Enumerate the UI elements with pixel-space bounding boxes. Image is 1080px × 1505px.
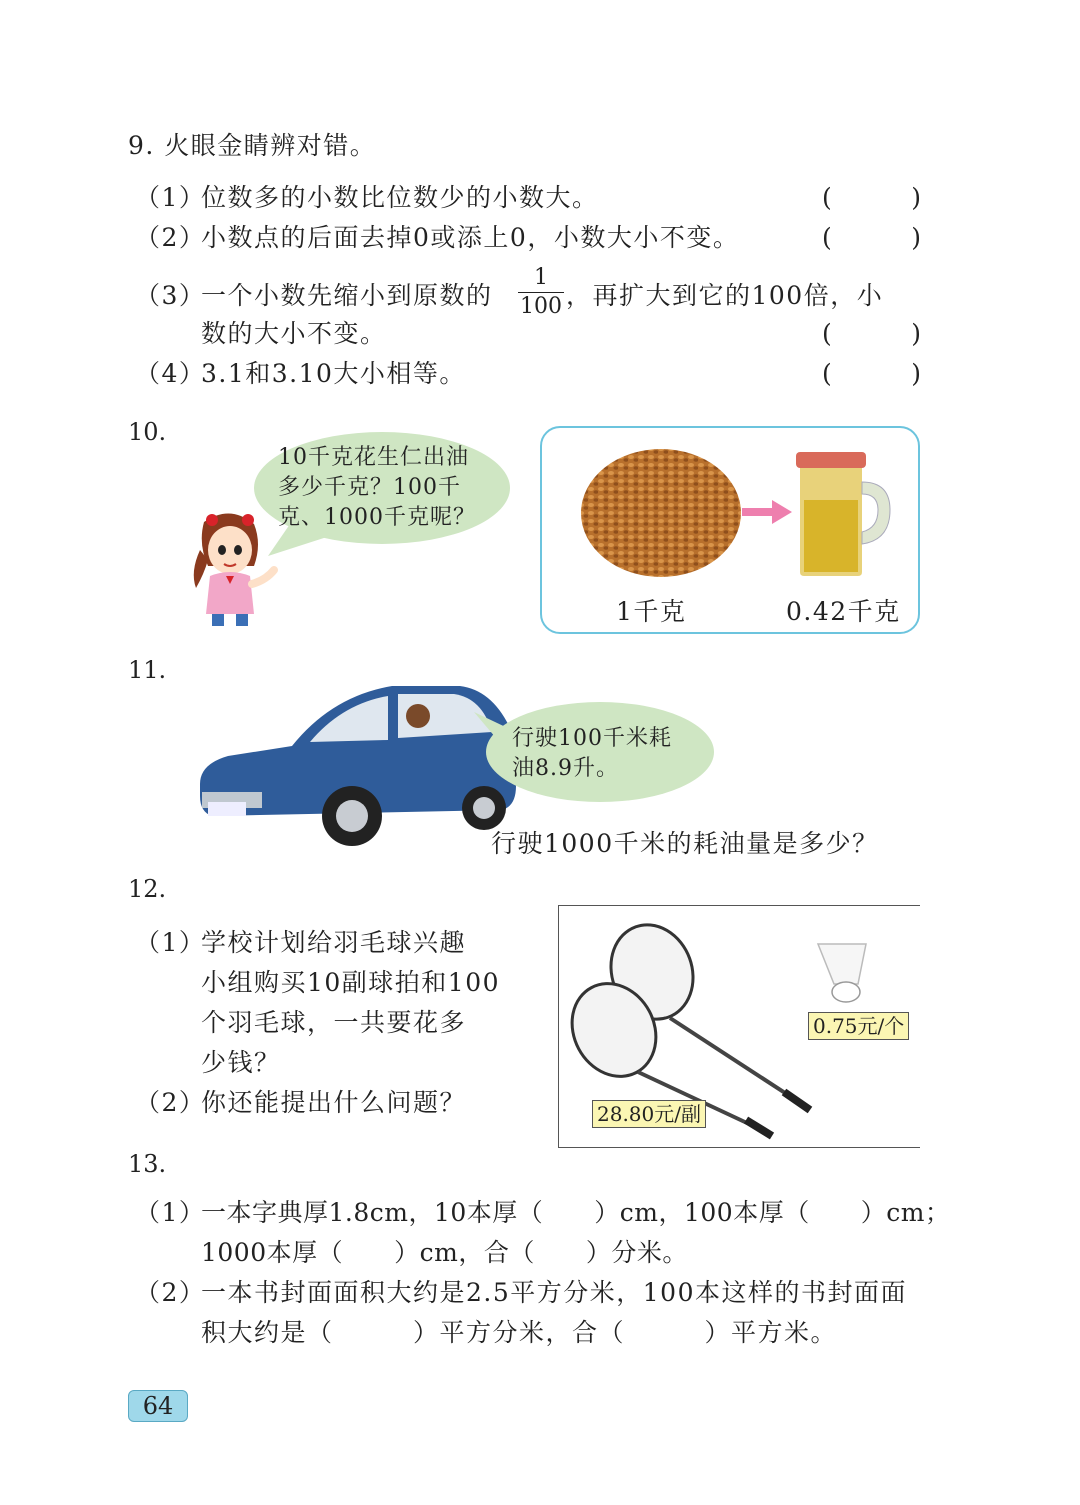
q12-item2-label: （2） (135, 1088, 206, 1117)
q9-item2-label: （2） (135, 223, 206, 252)
oil-jug-image (792, 448, 896, 580)
arrow-right-icon (742, 500, 792, 524)
q10-bubble-line1: 10千克花生仁出油 (278, 445, 469, 470)
q12-item1-label: （1） (135, 928, 206, 957)
q12-number: 12. (128, 875, 167, 903)
fraction-denominator: 100 (520, 294, 562, 319)
fraction-numerator: 1 (534, 265, 548, 290)
page-number: 64 (128, 1390, 188, 1422)
q12-item1-line2: 小组购买10副球拍和100 (201, 968, 501, 997)
shuttlecock-price-tag: 0.75元/个 (808, 1012, 909, 1040)
q13-item2-label: （2） (135, 1278, 206, 1307)
q13-item1-line2: 1000本厚（ ）cm，合（ ）分米。 (201, 1238, 688, 1267)
racket-price-tag: 28.80元/副 (592, 1100, 706, 1128)
q9-item1-label: （1） (135, 183, 206, 212)
q9-item3-fraction (518, 266, 564, 319)
q9-item2-answer[interactable]: ( ) (822, 223, 921, 252)
q10-number: 10. (128, 418, 167, 446)
q13-item2-line1: 一本书封面面积大约是2.5平方分米，100本这样的书封面面 (201, 1278, 907, 1307)
q9-title: 9. 火眼金睛辨对错。 (128, 131, 377, 160)
q11-bubble-line1: 行驶100千米耗 (512, 726, 672, 751)
q11-bubble-line2: 油8.9升。 (512, 756, 619, 781)
q9-item4-answer[interactable]: ( ) (822, 359, 921, 388)
q9-item2-text: 小数点的后面去掉0或添上0，小数大小不变。 (201, 223, 740, 252)
q9-item4-text: 3.1和3.10大小相等。 (201, 359, 466, 388)
q9-item3-text-a: 一个小数先缩小到原数的 (201, 281, 493, 310)
q12-item1-line1: 学校计划给羽毛球兴趣 (201, 928, 467, 957)
q13-item1-line1: 一本字典厚1.8cm，10本厚（ ）cm，100本厚（ ）cm； (201, 1198, 951, 1227)
q9-item1-text: 位数多的小数比位数少的小数大。 (201, 183, 599, 212)
q10-bubble-line3: 克、1000千克呢？ (278, 505, 476, 530)
q9-item4-label: （4） (135, 359, 206, 388)
q12-item1-line3: 个羽毛球，一共要花多 (201, 1008, 467, 1037)
shuttlecock-image (812, 936, 882, 1006)
fraction-bar (518, 292, 564, 293)
label-oil-amount: 0.42千克 (786, 597, 901, 626)
q9-item3-label: （3） (135, 281, 206, 310)
q11-number: 11. (128, 656, 167, 684)
q12-item2-line1: 你还能提出什么问题？ (201, 1088, 467, 1117)
q9-item3-text-b: ，再扩大到它的100倍，小 (566, 281, 884, 310)
q13-item1-label: （1） (135, 1198, 206, 1227)
q9-item3-answer[interactable]: ( ) (822, 319, 921, 348)
q9-item3-text-c: 数的大小不变。 (201, 319, 387, 348)
q13-item2-line2: 积大约是（ ）平方分米，合（ ）平方米。 (201, 1318, 838, 1347)
label-one-kilogram: 1千克 (616, 597, 687, 626)
q13-number: 13. (128, 1150, 167, 1178)
q11-question: 行驶1000千米的耗油量是多少？ (491, 829, 879, 858)
q12-item1-line4: 少钱？ (201, 1048, 281, 1077)
q10-bubble-line2: 多少千克？100千 (278, 475, 461, 500)
peanut-pile-image (578, 446, 744, 580)
q9-item1-answer[interactable]: ( ) (822, 183, 921, 212)
